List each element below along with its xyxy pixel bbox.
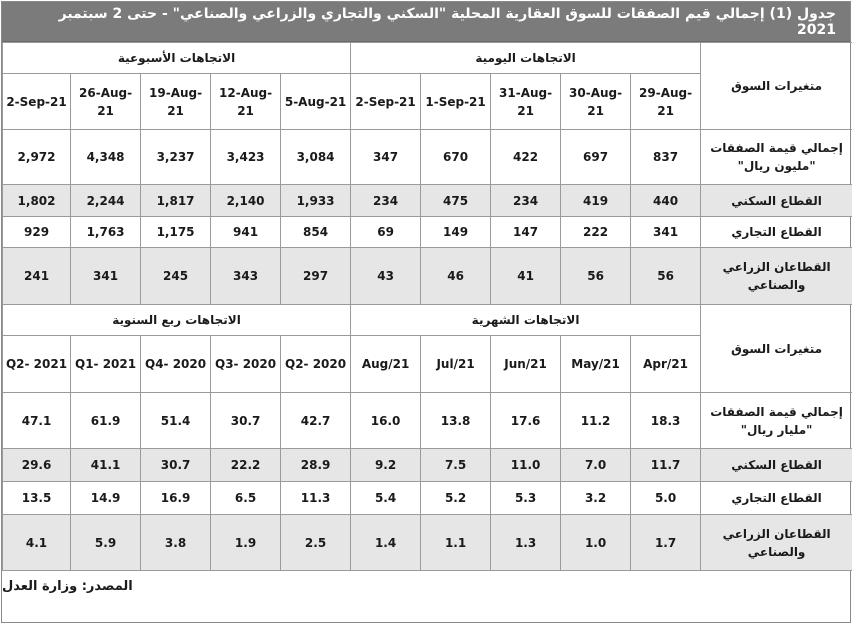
cell-value: 1,175 xyxy=(157,223,195,241)
cell-value: 11.3 xyxy=(301,489,331,507)
cell-value: 149 xyxy=(443,223,468,241)
cell-value: 3,423 xyxy=(227,148,265,166)
cell-value: 422 xyxy=(513,148,538,166)
period-header: Jul/21 xyxy=(421,336,491,393)
cell-value: 22.2 xyxy=(231,456,261,474)
cell-value: 3.2 xyxy=(585,489,606,507)
daily-trends-header: الاتجاهات اليومية xyxy=(351,43,701,74)
period-header: Apr/21 xyxy=(631,336,701,393)
cell-value: 2,140 xyxy=(227,192,265,210)
section1-group-header-row xyxy=(3,43,852,74)
period-header: Q4- 2020 xyxy=(141,336,211,393)
cell-value: 16.0 xyxy=(371,412,401,430)
cell-value: 56 xyxy=(657,267,674,285)
monthly-trends-header: الاتجاهات الشهرية xyxy=(351,305,701,336)
quarterly-trends-header: الاتجاهات ربع السنوية xyxy=(3,305,351,336)
section2-group-header-row xyxy=(3,305,852,336)
source-note xyxy=(2,571,850,601)
date-header: 29-Aug-21 xyxy=(631,74,701,130)
cell-value: 51.4 xyxy=(161,412,191,430)
cell-value: 147 xyxy=(513,223,538,241)
cell-value: 17.6 xyxy=(511,412,541,430)
date-header: 12-Aug-21 xyxy=(211,74,281,130)
cell-value: 241 xyxy=(24,267,49,285)
cell-value: 1.9 xyxy=(235,534,256,552)
table-row xyxy=(3,515,852,571)
cell-value: 1.7 xyxy=(655,534,676,552)
cell-value: 3,237 xyxy=(157,148,195,166)
market-variables-header: متغيرات السوق xyxy=(701,305,852,393)
cell-value: 2,244 xyxy=(87,192,125,210)
cell-value: 343 xyxy=(233,267,258,285)
cell-value: 5.9 xyxy=(95,534,116,552)
period-header: Q3- 2020 xyxy=(211,336,281,393)
cell-value: 941 xyxy=(233,223,258,241)
row-label: إجمالي قيمة الصفقات "مليار ريال" xyxy=(701,393,852,449)
cell-value: 5.2 xyxy=(445,489,466,507)
cell-value: 6.5 xyxy=(235,489,256,507)
table-row xyxy=(3,393,852,449)
date-header: 2-Sep-21 xyxy=(3,74,71,130)
cell-value: 46 xyxy=(447,267,464,285)
cell-value: 1,763 xyxy=(87,223,125,241)
cell-value: 61.9 xyxy=(91,412,121,430)
table-row xyxy=(3,185,852,217)
cell-value: 41 xyxy=(517,267,534,285)
cell-value: 347 xyxy=(373,148,398,166)
cell-value: 4,348 xyxy=(87,148,125,166)
cell-value: 3.8 xyxy=(165,534,186,552)
cell-value: 440 xyxy=(653,192,678,210)
cell-value: 7.0 xyxy=(585,456,606,474)
cell-value: 2.5 xyxy=(305,534,326,552)
weekly-trends-header: الاتجاهات الأسبوعية xyxy=(3,43,351,74)
cell-value: 13.8 xyxy=(441,412,471,430)
cell-value: 43 xyxy=(377,267,394,285)
cell-value: 234 xyxy=(513,192,538,210)
cell-value: 11.0 xyxy=(511,456,541,474)
cell-value: 11.7 xyxy=(651,456,681,474)
source-text: المصدر: وزارة العدل xyxy=(2,579,133,594)
cell-value: 29.6 xyxy=(22,456,52,474)
date-header: 31-Aug-21 xyxy=(491,74,561,130)
table-row xyxy=(3,449,852,482)
cell-value: 222 xyxy=(583,223,608,241)
cell-value: 670 xyxy=(443,148,468,166)
cell-value: 30.7 xyxy=(231,412,261,430)
cell-value: 7.5 xyxy=(445,456,466,474)
period-header: Q2- 2021 xyxy=(3,336,71,393)
cell-value: 1,817 xyxy=(157,192,195,210)
row-label: القطاع التجاري xyxy=(701,217,852,248)
period-header: Jun/21 xyxy=(491,336,561,393)
cell-value: 2,972 xyxy=(18,148,56,166)
row-label: القطاعان الزراعي والصناعي xyxy=(701,515,852,571)
date-header: 5-Aug-21 xyxy=(281,74,351,130)
cell-value: 5.4 xyxy=(375,489,396,507)
cell-value: 234 xyxy=(373,192,398,210)
period-header: May/21 xyxy=(561,336,631,393)
cell-value: 5.3 xyxy=(515,489,536,507)
date-header: 2-Sep-21 xyxy=(351,74,421,130)
row-label: القطاع السكني xyxy=(701,449,852,482)
cell-value: 18.3 xyxy=(651,412,681,430)
cell-value: 1.0 xyxy=(585,534,606,552)
period-header: Q2- 2020 xyxy=(281,336,351,393)
cell-value: 1,802 xyxy=(18,192,56,210)
table-row xyxy=(3,248,852,305)
date-header: 19-Aug-21 xyxy=(141,74,211,130)
cell-value: 419 xyxy=(583,192,608,210)
cell-value: 837 xyxy=(653,148,678,166)
cell-value: 245 xyxy=(163,267,188,285)
cell-value: 41.1 xyxy=(91,456,121,474)
cell-value: 9.2 xyxy=(375,456,396,474)
cell-value: 1,933 xyxy=(297,192,335,210)
market-variables-header: متغيرات السوق xyxy=(701,43,852,130)
cell-value: 854 xyxy=(303,223,328,241)
cell-value: 4.1 xyxy=(26,534,47,552)
cell-value: 13.5 xyxy=(22,489,52,507)
row-label: إجمالي قيمة الصفقات "مليون ريال" xyxy=(701,130,852,185)
cell-value: 42.7 xyxy=(301,412,331,430)
table-title: جدول (1) إجمالي قيم الصفقات للسوق العقارية المحلية "السكني والتجاري والزراعي والصناعي" - حتى 2 سبتمبر 2021 xyxy=(16,6,836,38)
cell-value: 341 xyxy=(653,223,678,241)
cell-value: 28.9 xyxy=(301,456,331,474)
table-row xyxy=(3,130,852,185)
cell-value: 30.7 xyxy=(161,456,191,474)
cell-value: 56 xyxy=(587,267,604,285)
cell-value: 929 xyxy=(24,223,49,241)
cell-value: 3,084 xyxy=(297,148,335,166)
date-header: 30-Aug-21 xyxy=(561,74,631,130)
date-header: 1-Sep-21 xyxy=(421,74,491,130)
table-title-bar xyxy=(2,2,850,42)
cell-value: 11.2 xyxy=(581,412,611,430)
cell-value: 5.0 xyxy=(655,489,676,507)
row-label: القطاع السكني xyxy=(701,185,852,217)
date-header: 26-Aug-21 xyxy=(71,74,141,130)
cell-value: 1.4 xyxy=(375,534,396,552)
cell-value: 297 xyxy=(303,267,328,285)
cell-value: 475 xyxy=(443,192,468,210)
cell-value: 69 xyxy=(377,223,394,241)
table-row xyxy=(3,217,852,248)
period-header: Aug/21 xyxy=(351,336,421,393)
row-label: القطاعان الزراعي والصناعي xyxy=(701,248,852,305)
cell-value: 697 xyxy=(583,148,608,166)
cell-value: 1.1 xyxy=(445,534,466,552)
period-header: Q1- 2021 xyxy=(71,336,141,393)
row-label: القطاع التجاري xyxy=(701,482,852,515)
cell-value: 14.9 xyxy=(91,489,121,507)
table-row xyxy=(3,482,852,515)
cell-value: 47.1 xyxy=(22,412,52,430)
data-table-figure xyxy=(1,1,851,623)
market-transactions-table xyxy=(2,42,852,571)
cell-value: 1.3 xyxy=(515,534,536,552)
cell-value: 341 xyxy=(93,267,118,285)
cell-value: 16.9 xyxy=(161,489,191,507)
